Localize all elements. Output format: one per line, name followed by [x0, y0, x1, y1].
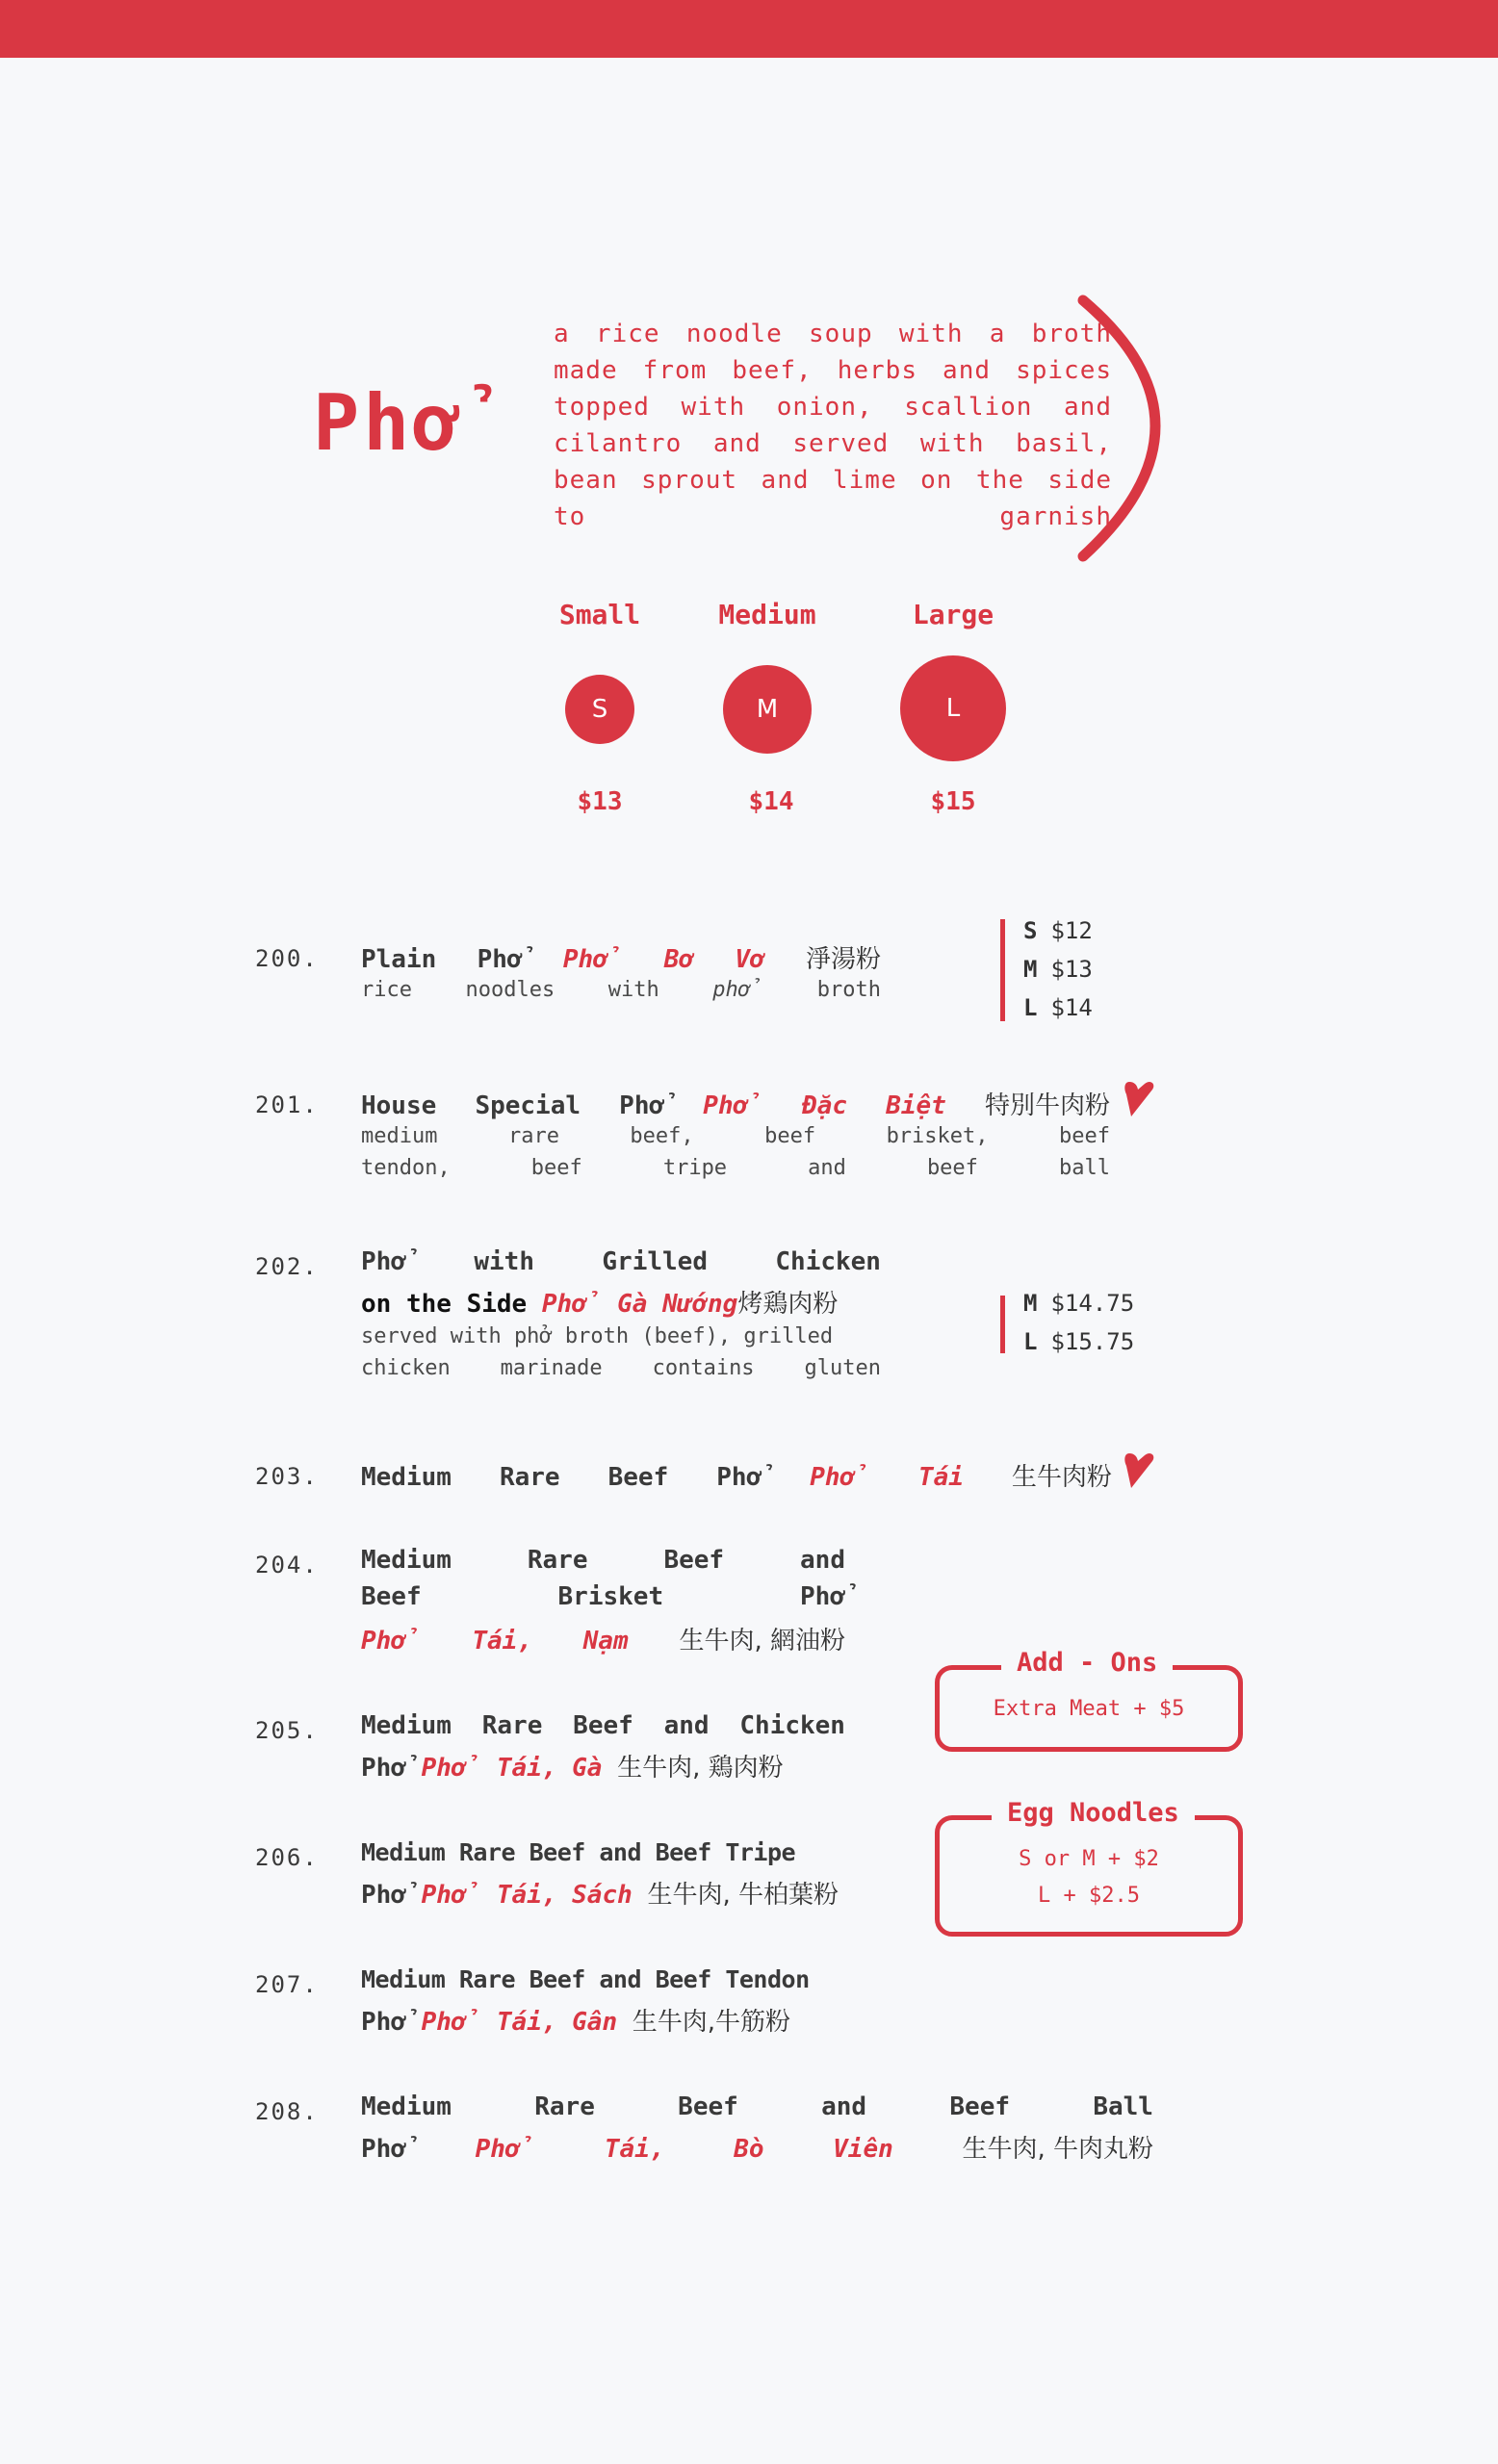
chinese-name: 生牛肉, 牛柏葉粉: [647, 1881, 839, 1910]
item-name-line1: Medium Rare Beef and: [361, 1546, 845, 1575]
decorative-arc: [1073, 289, 1237, 568]
top-accent-bar: [0, 0, 1498, 58]
item-name-line1: Medium Rare Beef and Beef Ball: [361, 2092, 1153, 2121]
price-row: M $14.75: [1023, 1290, 1135, 1317]
item-description-line2: tendon, beef tripe and beef ball: [361, 1156, 1110, 1180]
size-label-small: Small: [558, 599, 641, 630]
item-name-line1: Phở with Grilled Chicken: [361, 1247, 881, 1276]
vietnamese-word: Đặc: [802, 1091, 848, 1120]
dish-description: a rice noodle soup with a broth made from beef, herbs and spices topped with onion, scallion and cilantro and served with basil, bean sprout and lime on the side to garnish: [554, 320, 1112, 531]
heart-icon: [1124, 1451, 1156, 1490]
addons-box: [935, 1648, 1243, 1752]
name-word: Plain: [361, 945, 437, 974]
vietnamese-name: Phở Tái, Sách: [421, 1881, 633, 1910]
item-name-line2: Beef Brisket Phở: [361, 1582, 845, 1611]
item-name-line1: Medium Rare Beef and Chicken: [361, 1711, 845, 1740]
egg-noodles-line1: S or M + $2: [1019, 1847, 1159, 1871]
size-medium-circle: M: [723, 665, 812, 754]
desc-word: with: [607, 978, 659, 1002]
price-row: L $15.75: [1023, 1328, 1135, 1355]
size-small-circle: S: [565, 675, 634, 744]
addons-title: Add - Ons: [1001, 1648, 1173, 1678]
size-price-small: $13: [577, 787, 623, 816]
chinese-name: 生牛肉, 牛肉丸粉: [962, 2135, 1153, 2164]
egg-noodles-title: Egg Noodles: [992, 1798, 1195, 1828]
vietnamese-name: Phở Tái, Gân: [421, 2008, 618, 2037]
item-name-line1: Medium Rare Beef and Beef Tripe: [361, 1838, 796, 1866]
size-large-circle: L: [900, 655, 1006, 761]
price-divider: [1000, 1296, 1005, 1353]
egg-noodles-box: [935, 1798, 1243, 1937]
name-word: House: [361, 1091, 437, 1120]
desc-word: noodles: [465, 978, 555, 1002]
vietnamese-word: Phở: [810, 1463, 870, 1492]
item-name: Medium Rare Beef Phở Phở Tái 生牛肉粉: [361, 1457, 1112, 1493]
item-number: 205.: [255, 1717, 319, 1744]
item-prices: [1023, 1284, 1134, 1361]
name-word: Phở: [477, 945, 523, 974]
item-name-line2: Phở Phở Tái, Gân 生牛肉,牛筋粉: [361, 2008, 791, 2037]
item-name-line2: Phở Phở Tái, Bò Viên 生牛肉, 牛肉丸粉: [361, 2129, 1153, 2165]
heart-icon: [1124, 1080, 1156, 1118]
chinese-name: 生牛肉, 鶏肉粉: [617, 1754, 784, 1783]
chinese-name: 特別牛肉粉: [984, 1091, 1110, 1120]
item-name-line1: Medium Rare Beef and Beef Tendon: [361, 1965, 810, 1993]
desc-word: broth: [816, 978, 881, 1002]
desc-word: rice: [361, 978, 412, 1002]
chinese-name: 生牛肉, 網油粉: [679, 1627, 845, 1656]
item-description-line1: medium rare beef, beef brisket, beef: [361, 1124, 1110, 1148]
item-number: 203.: [255, 1463, 319, 1490]
item-number: 200.: [255, 945, 319, 972]
size-price-medium: $14: [748, 787, 794, 816]
price-row: M $13: [1023, 956, 1093, 983]
item-name-line3: Phở Tái, Nạm 生牛肉, 網油粉: [361, 1621, 845, 1656]
vietnamese-word: Tái: [917, 1463, 964, 1492]
vietnamese-name: Phở Tái, Gà: [421, 1754, 603, 1783]
item-number: 201.: [255, 1091, 319, 1118]
size-price-large: $15: [930, 787, 976, 816]
chinese-name: 烤鶏肉粉: [737, 1290, 839, 1319]
item-prices: [1023, 911, 1093, 1027]
vietnamese-word: Phở: [562, 945, 624, 974]
item-number: 207.: [255, 1971, 319, 1998]
vietnamese-word: Bơ: [663, 945, 695, 974]
item-description-line1: served with phở broth (beef), grilled: [361, 1324, 834, 1348]
egg-noodles-line2: L + $2.5: [1038, 1884, 1140, 1908]
vietnamese-word: Biệt: [886, 1091, 946, 1120]
vietnamese-name: Phở Gà Nướng: [541, 1290, 738, 1319]
item-number: 206.: [255, 1844, 319, 1871]
item-name-line2: Phở Phở Tái, Gà 生牛肉, 鶏肉粉: [361, 1754, 784, 1783]
item-number: 204.: [255, 1552, 319, 1578]
size-label-large: Large: [912, 599, 994, 630]
name-word: Phở: [619, 1091, 665, 1120]
price-divider: [1000, 919, 1005, 1021]
price-row: S $12: [1023, 917, 1093, 944]
chinese-name: 生牛肉粉: [1011, 1463, 1112, 1492]
vietnamese-word: Vơ: [735, 945, 765, 974]
item-description: [361, 978, 881, 1002]
price-row: L $14: [1023, 994, 1093, 1021]
page-title: Phở: [313, 378, 464, 468]
vietnamese-word: Phở: [703, 1091, 763, 1120]
item-number: 208.: [255, 2098, 319, 2125]
item-description-line2: chicken marinade contains gluten: [361, 1356, 881, 1380]
item-name: [361, 939, 881, 975]
chinese-name: 淨湯粉: [805, 945, 881, 974]
size-label-medium: Medium: [718, 599, 816, 630]
item-name: [361, 1086, 1110, 1121]
item-name-line2: Phở Phở Tái, Sách 生牛肉, 牛柏葉粉: [361, 1881, 839, 1910]
name-word: Special: [475, 1091, 581, 1120]
chinese-name: 生牛肉,牛筋粉: [632, 2008, 791, 2037]
item-number: 202.: [255, 1253, 319, 1280]
desc-word: phở: [712, 978, 764, 1002]
item-name-line2: on the Side Phở Gà Nướng烤鶏肉粉: [361, 1290, 839, 1319]
addons-text: Extra Meat + $5: [993, 1697, 1185, 1721]
